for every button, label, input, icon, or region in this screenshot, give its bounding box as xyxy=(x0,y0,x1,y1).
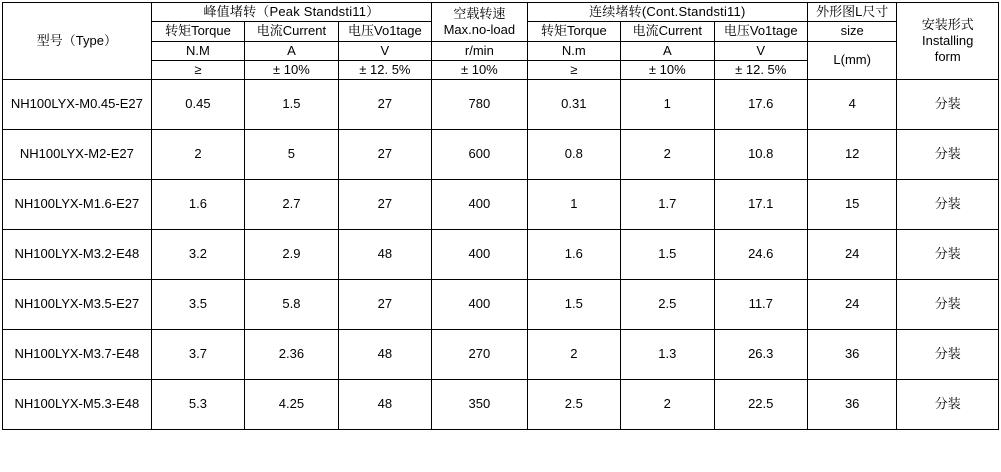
table-row xyxy=(3,180,999,230)
subheader-size: size xyxy=(807,22,896,41)
cell-size-l: 15 xyxy=(807,180,896,230)
cell-peak-torque: 3.2 xyxy=(151,230,244,280)
cell-peak-torque: 0.45 xyxy=(151,80,244,130)
cell-cont-voltage: 24.6 xyxy=(714,230,807,280)
cell-peak-torque: 3.5 xyxy=(151,280,244,330)
unit-cont-torque: N.m xyxy=(527,41,620,60)
column-header-type: 型号（Type） xyxy=(3,3,152,80)
cell-cont-current: 1.3 xyxy=(621,330,714,380)
cell-cont-voltage: 10.8 xyxy=(714,130,807,180)
cell-peak-voltage: 27 xyxy=(338,80,431,130)
subheader-peak-current: 电流Current xyxy=(245,22,338,41)
subheader-peak-voltage: 电压Vo1tage xyxy=(338,22,431,41)
cell-size-l: 24 xyxy=(807,280,896,330)
cell-size-l: 4 xyxy=(807,80,896,130)
cell-no-load-speed: 350 xyxy=(432,380,527,430)
unit-no-load-speed: r/min xyxy=(432,41,527,60)
cell-cont-current: 1.5 xyxy=(621,230,714,280)
cell-peak-current: 2.7 xyxy=(245,180,338,230)
cell-peak-voltage: 27 xyxy=(338,130,431,180)
tolerance-cont-torque: ≥ xyxy=(527,60,620,79)
cell-cont-current: 2.5 xyxy=(621,280,714,330)
unit-cont-voltage: V xyxy=(714,41,807,60)
cell-type: NH100LYX-M3.5-E27 xyxy=(3,280,152,330)
column-group-continuous-standstill: 连续堵转(Cont.Standsti11) xyxy=(527,3,807,22)
column-header-no-load-speed xyxy=(432,3,527,42)
cell-no-load-speed: 780 xyxy=(432,80,527,130)
header-row-groups xyxy=(3,3,999,22)
cell-type: NH100LYX-M5.3-E48 xyxy=(3,380,152,430)
cell-type: NH100LYX-M1.6-E27 xyxy=(3,180,152,230)
cell-cont-current: 1 xyxy=(621,80,714,130)
cell-peak-torque: 1.6 xyxy=(151,180,244,230)
table-row xyxy=(3,230,999,280)
cell-cont-torque: 0.8 xyxy=(527,130,620,180)
cell-peak-current: 5 xyxy=(245,130,338,180)
table-header xyxy=(3,3,999,80)
cell-size-l: 36 xyxy=(807,380,896,430)
cell-cont-torque: 2 xyxy=(527,330,620,380)
cell-no-load-speed: 400 xyxy=(432,280,527,330)
cell-size-l: 24 xyxy=(807,230,896,280)
cell-cont-voltage: 17.6 xyxy=(714,80,807,130)
cell-installing-form: 分装 xyxy=(897,80,999,130)
subheader-cont-torque: 转矩Torque xyxy=(527,22,620,41)
cell-peak-current: 2.36 xyxy=(245,330,338,380)
tolerance-no-load-speed: ± 10% xyxy=(432,60,527,79)
unit-peak-torque: N.M xyxy=(151,41,244,60)
cell-no-load-speed: 400 xyxy=(432,180,527,230)
cell-size-l: 36 xyxy=(807,330,896,380)
cell-peak-torque: 2 xyxy=(151,130,244,180)
cell-installing-form: 分装 xyxy=(897,230,999,280)
column-header-installing-form xyxy=(897,3,999,80)
subheader-peak-torque: 转矩Torque xyxy=(151,22,244,41)
cell-no-load-speed: 600 xyxy=(432,130,527,180)
cell-peak-current: 4.25 xyxy=(245,380,338,430)
cell-cont-torque: 1.6 xyxy=(527,230,620,280)
cell-installing-form: 分装 xyxy=(897,130,999,180)
column-header-outline-dimension: 外形图L尺寸 xyxy=(807,3,896,22)
cell-no-load-speed: 400 xyxy=(432,230,527,280)
installing-form-label-en1: Installing xyxy=(922,32,974,48)
cell-installing-form: 分装 xyxy=(897,380,999,430)
tolerance-peak-current: ± 10% xyxy=(245,60,338,79)
tolerance-peak-torque: ≥ xyxy=(151,60,244,79)
cell-cont-current: 2 xyxy=(621,130,714,180)
cell-cont-torque: 1.5 xyxy=(527,280,620,330)
cell-cont-torque: 1 xyxy=(527,180,620,230)
cell-type: NH100LYX-M0.45-E27 xyxy=(3,80,152,130)
cell-peak-torque: 3.7 xyxy=(151,330,244,380)
unit-size-l: L(mm) xyxy=(807,41,896,80)
cell-peak-voltage: 48 xyxy=(338,330,431,380)
cell-peak-voltage: 48 xyxy=(338,230,431,280)
cell-type: NH100LYX-M2-E27 xyxy=(3,130,152,180)
cell-cont-voltage: 17.1 xyxy=(714,180,807,230)
installing-form-label-en2: form xyxy=(934,49,961,65)
cell-installing-form: 分装 xyxy=(897,280,999,330)
header-row-units xyxy=(3,41,999,60)
cell-peak-current: 5.8 xyxy=(245,280,338,330)
tolerance-peak-voltage: ± 12. 5% xyxy=(338,60,431,79)
cell-peak-voltage: 27 xyxy=(338,180,431,230)
table-row xyxy=(3,80,999,130)
cell-cont-torque: 2.5 xyxy=(527,380,620,430)
cell-type: NH100LYX-M3.7-E48 xyxy=(3,330,152,380)
cell-cont-voltage: 26.3 xyxy=(714,330,807,380)
subheader-cont-current: 电流Current xyxy=(621,22,714,41)
no-load-speed-label-en: Max.no-load xyxy=(443,21,516,37)
cell-cont-torque: 0.31 xyxy=(527,80,620,130)
cell-type: NH100LYX-M3.2-E48 xyxy=(3,230,152,280)
cell-installing-form: 分装 xyxy=(897,180,999,230)
cell-cont-voltage: 22.5 xyxy=(714,380,807,430)
tolerance-cont-current: ± 10% xyxy=(621,60,714,79)
tolerance-cont-voltage: ± 12. 5% xyxy=(714,60,807,79)
spec-sheet xyxy=(0,2,1001,472)
cell-installing-form: 分装 xyxy=(897,330,999,380)
table-row xyxy=(3,380,999,430)
no-load-speed-label-cn: 空载转速 xyxy=(453,5,506,21)
cell-peak-voltage: 48 xyxy=(338,380,431,430)
cell-peak-torque: 5.3 xyxy=(151,380,244,430)
unit-peak-current: A xyxy=(245,41,338,60)
installing-form-label-cn: 安装形式 xyxy=(921,16,974,32)
cell-peak-current: 2.9 xyxy=(245,230,338,280)
column-group-peak-standstill: 峰值堵转（Peak Standsti11） xyxy=(151,3,431,22)
cell-cont-current: 2 xyxy=(621,380,714,430)
cell-cont-voltage: 11.7 xyxy=(714,280,807,330)
cell-peak-current: 1.5 xyxy=(245,80,338,130)
table-row xyxy=(3,280,999,330)
cell-no-load-speed: 270 xyxy=(432,330,527,380)
table-row xyxy=(3,330,999,380)
cell-size-l: 12 xyxy=(807,130,896,180)
motor-specification-table xyxy=(2,2,999,430)
cell-cont-current: 1.7 xyxy=(621,180,714,230)
cell-peak-voltage: 27 xyxy=(338,280,431,330)
subheader-cont-voltage: 电压Vo1tage xyxy=(714,22,807,41)
unit-peak-voltage: V xyxy=(338,41,431,60)
table-body xyxy=(3,80,999,430)
table-row xyxy=(3,130,999,180)
unit-cont-current: A xyxy=(621,41,714,60)
